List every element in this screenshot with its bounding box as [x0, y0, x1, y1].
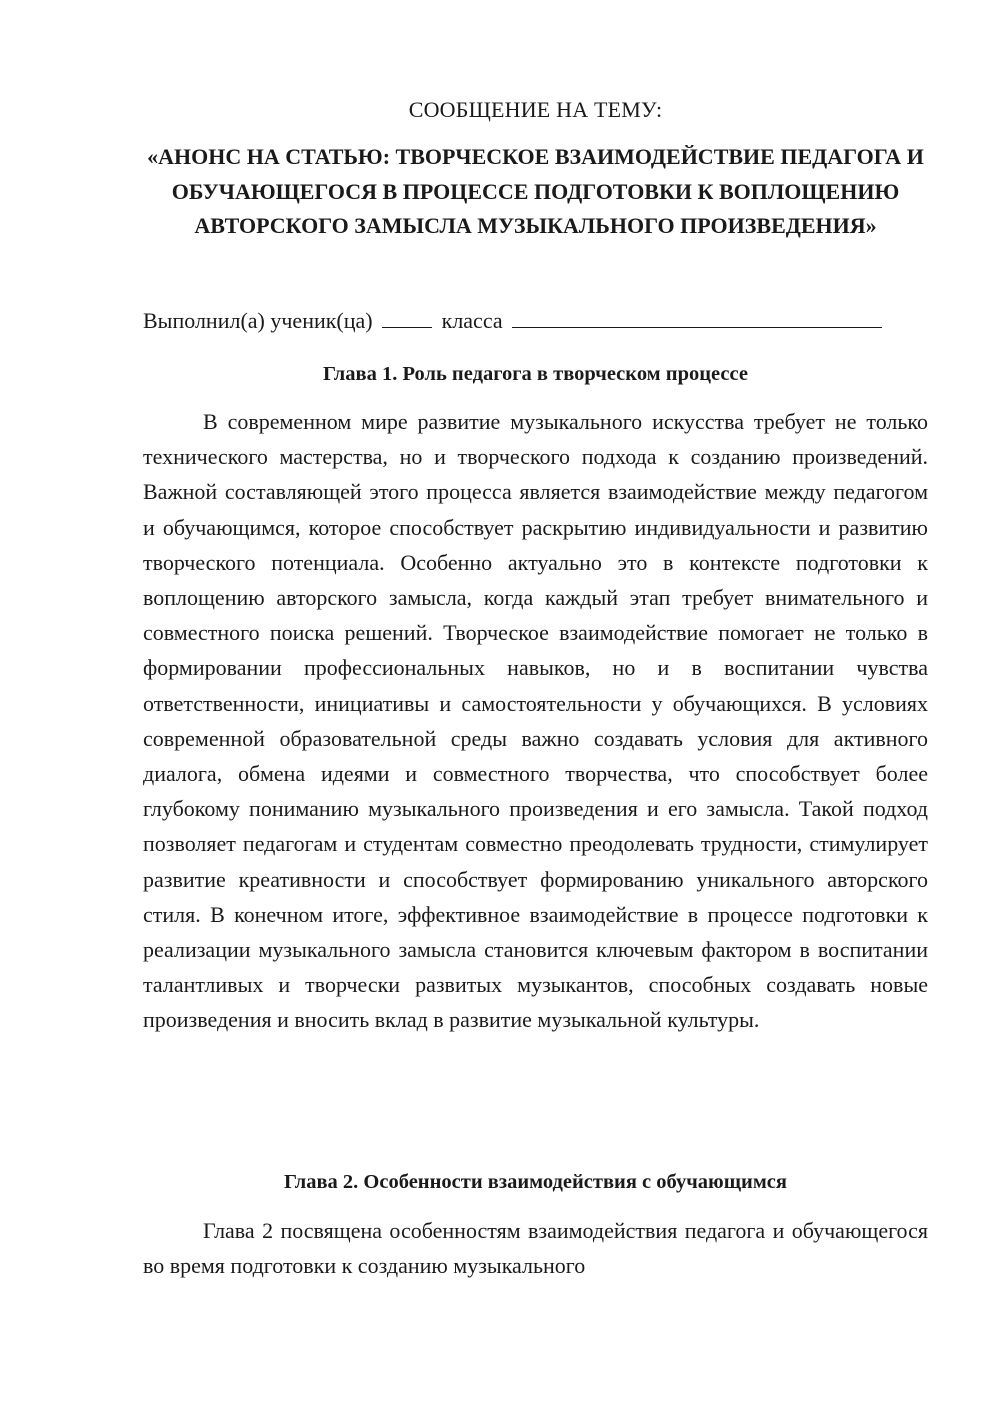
chapter-1-paragraph: В современном мире развитие музыкального искусства требует не только технического мастерства, но и творческого подхода к созданию произведений. Важной составляющей этого процесса является взаимодействие между педагогом и обучающимся, которое способствует раскрытию индивидуальности и развитию творческого потенциала. Особенно актуально это в контексте подготовки к воплощению авторского замысла, когда каждый этап требует внимательного и совместного поиска решений. Творческое взаимодействие помогает не только в формировании профессиональных навыков, но и в воспитании чувства ответственности, инициативы и самостоятельности у обучающихся. В условиях современной образовательной среды важно создавать условия для активного диалога, обмена идеями и совместного творчества, что способствует более глубокому пониманию музыкального произведения и его замысла. Такой подход позволяет педагогам и студентам совместно преодолевать трудности, стимулирует развитие креативности и способствует формированию уникального авторского стиля. В конечном итоге, эффективное взаимодействие в процессе подготовки к реализации музыкального замысла становится ключевым фактором в воспитании талантливых и творчески развитых музыкантов, способных создавать новые произведения и вносить вклад в развитие музыкальной культуры.: [143, 409, 928, 1033]
class-label: класса: [441, 308, 503, 333]
chapter-2-paragraph: Глава 2 посвящена особенностям взаимодействия педагога и обучающегося во время подготовки к созданию музыкального: [143, 1218, 928, 1279]
author-line: [143, 305, 928, 335]
chapter-1-heading: Глава 1. Роль педагога в творческом процессе: [323, 363, 748, 385]
document-kicker: СООБЩЕНИЕ НА ТЕМУ:: [408, 97, 663, 122]
chapter-2-heading: Глава 2. Особенности взаимодействия с обучающимся: [284, 1171, 787, 1193]
author-prefix: Выполнил(а) ученик(ца): [143, 308, 373, 333]
author-name-blank: [512, 305, 882, 328]
document-title: «АНОНС НА СТАТЬЮ: ТВОРЧЕСКОЕ ВЗАИМОДЕЙСТВИЕ ПЕДАГОГА И ОБУЧАЮЩЕГОСЯ В ПРОЦЕССЕ ПОДГОТОВКИ К ВОПЛОЩЕНИЮ АВТОРСКОГО ЗАМЫСЛА МУЗЫКАЛЬНОГО ПРОИЗВЕДЕНИЯ»: [147, 144, 924, 238]
class-number-blank: [382, 305, 432, 328]
